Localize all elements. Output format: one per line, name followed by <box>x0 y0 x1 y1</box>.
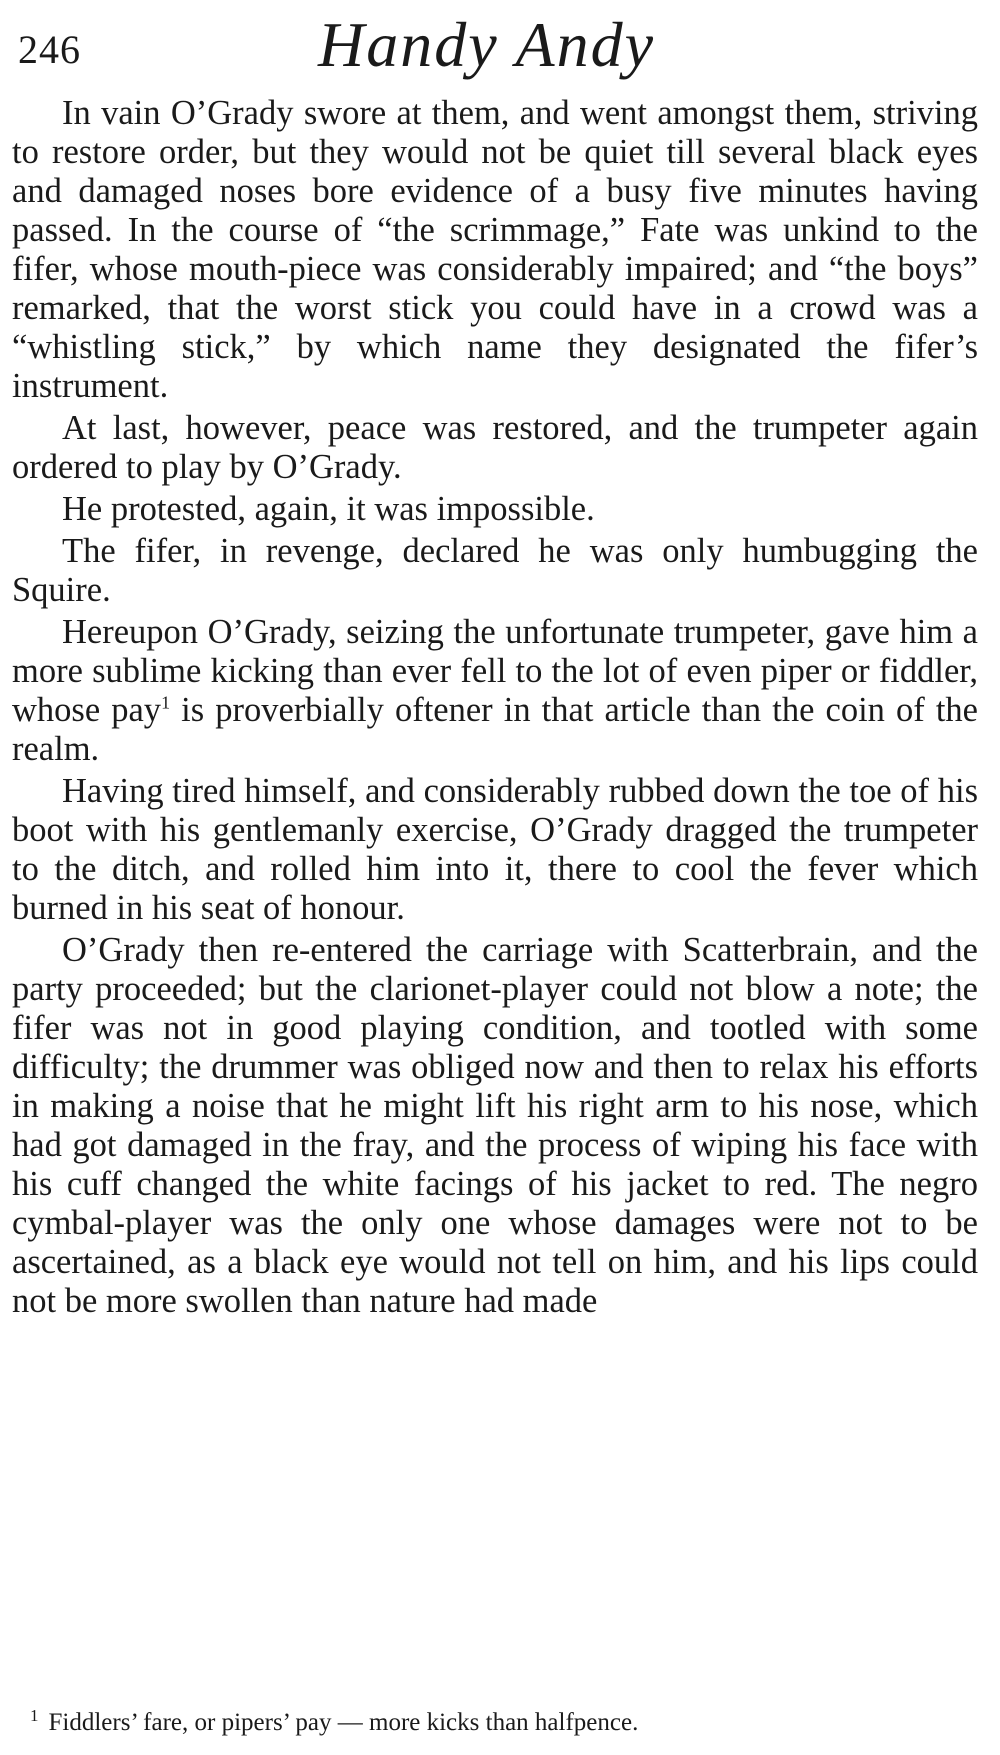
paragraph-with-footnote <box>12 613 978 769</box>
paragraph: He protested, again, it was impossible. <box>62 490 595 528</box>
running-title: Handy Andy <box>318 9 655 80</box>
paragraph: The fifer, in revenge, declared he was only humbugging the Squire. <box>12 532 978 609</box>
paragraph: Having tired himself, and considerably rubbed down the toe of his boot with his gentlemanly exercise, O’Grady dragged the trumpeter to the ditch, and rolled him into it, there to cool the fever which burned in his seat of honour. <box>12 772 978 927</box>
paragraph: In vain O’Grady swore at them, and went amongst them, striving to restore order, but they would not be quiet till several black eyes and damaged noses bore evidence of a busy five minutes having passed. In the course of “the scrimmage,” Fate was unkind to the fifer, whose mouth-piece was considerably impaired; and “the boys” remarked, that the worst stick you could have in a crowd was a “whistling stick,” by which name they designated the fifer’s instrument. <box>12 94 978 405</box>
footnote-reference: 1 <box>161 692 171 713</box>
page-header <box>18 8 978 86</box>
paragraph: At last, however, peace was restored, and the trumpeter again ordered to play by O’Grady. <box>12 409 978 486</box>
page-number: 246 <box>18 27 81 72</box>
paragraph-text-before-marker: Hereupon O’Grady, seizing the unfortunate trumpeter, gave him a more sublime kicking than ever fell to the lot of even piper or fiddler, whose pay <box>12 613 978 729</box>
paragraph-text-after-marker: is proverbially oftener in that article than the coin of the realm. <box>12 691 978 768</box>
paragraph: O’Grady then re-entered the carriage with Scatterbrain, and the party proceeded; but the clarionet-player could not blow a note; the fifer was not in good playing condition, and tootled with some difficulty; the drummer was obliged now and then to relax his efforts in making a noise that he might lift his right arm to his nose, which had got damaged in the fray, and the process of wiping his face with his cuff changed the white facings of his jacket to red. The negro cymbal-player was the only one whose damages were not to be ascertained, as a black eye would not tell on him, and his lips could not be more swollen than nature had made <box>12 931 978 1320</box>
body-text <box>12 94 978 1321</box>
footnote-marker: 1 <box>30 1705 39 1725</box>
footnote <box>30 1705 960 1738</box>
footnote-text: Fiddlers’ fare, or pipers’ pay — more kicks than halfpence. <box>48 1709 639 1736</box>
